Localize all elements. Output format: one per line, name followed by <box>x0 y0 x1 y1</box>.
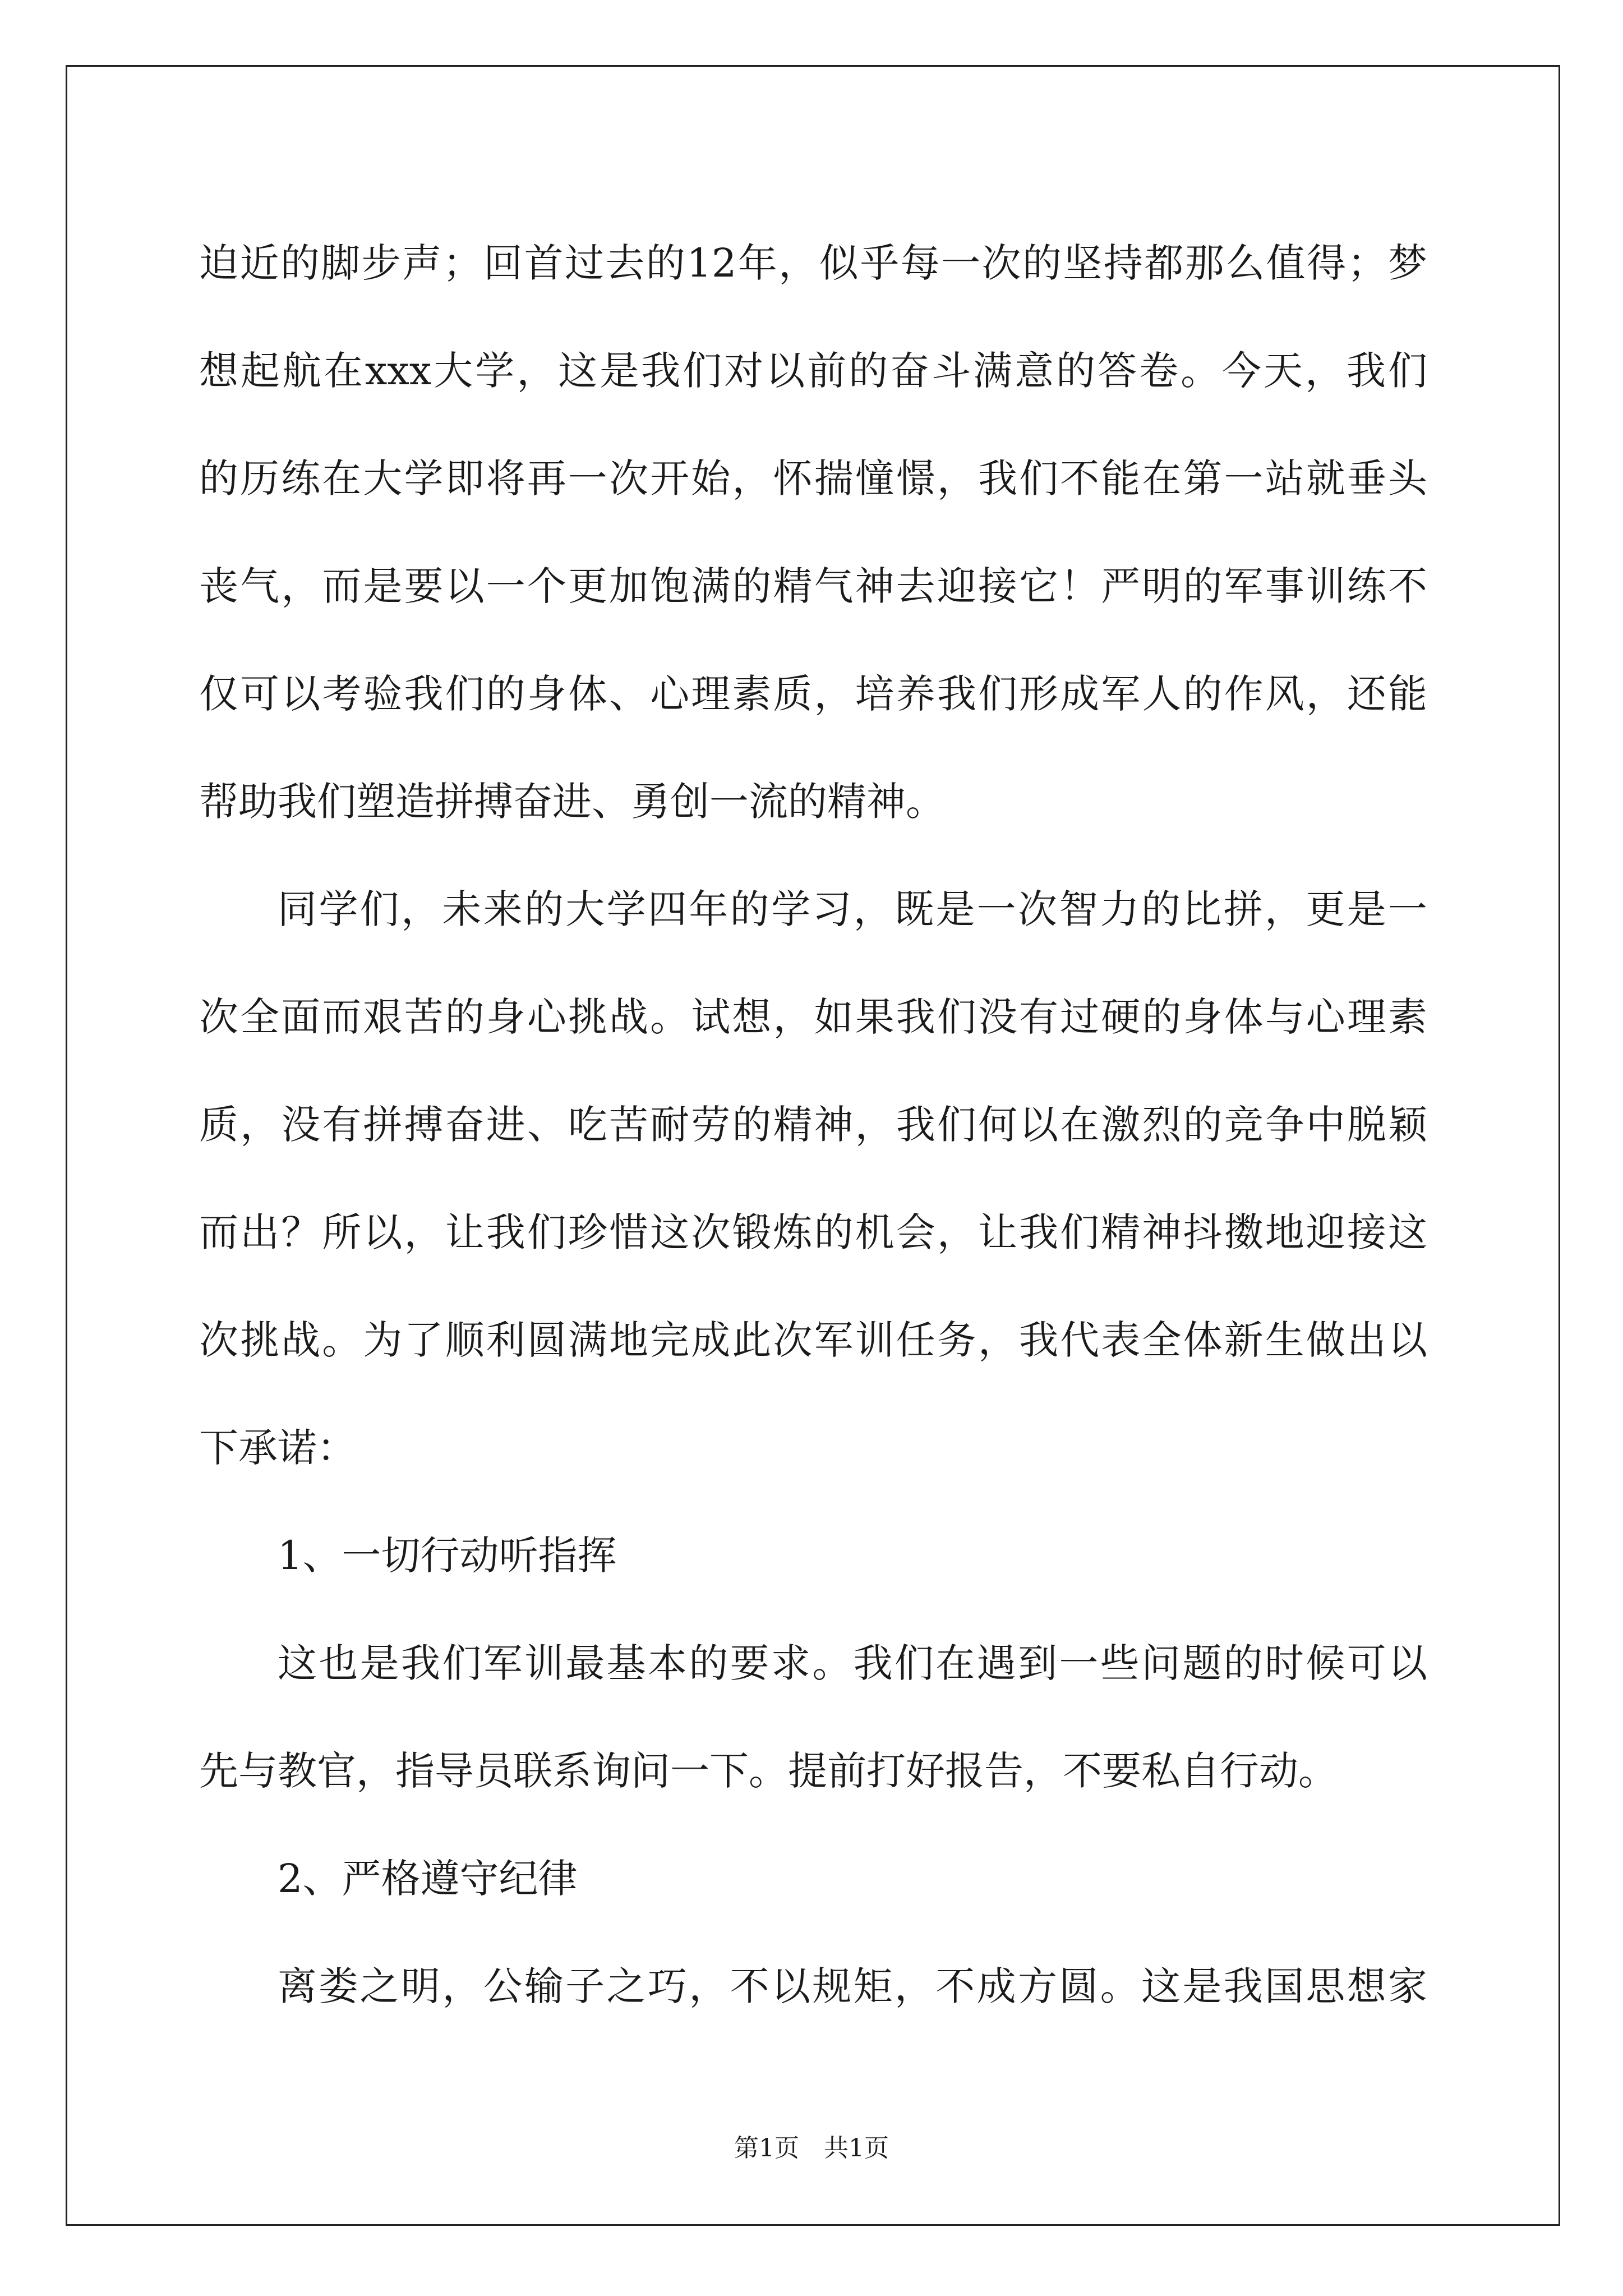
text-line-1: 迫近的脚步声；回首过去的12年，似乎每一次的坚持都那么值得；梦 <box>199 240 1427 286</box>
text-line-10: 而出？所以，让我们珍惜这次锻炼的机会，让我们精神抖擞地迎接这 <box>199 1209 1427 1255</box>
text-line-5: 仅可以考验我们的身体、心理素质，培养我们形成军人的作风，还能 <box>199 671 1427 717</box>
text-line-7: 同学们，未来的大学四年的学习，既是一次智力的比拼，更是一 <box>278 886 1427 932</box>
text-line-2: 想起航在xxx大学，这是我们对以前的奋斗满意的答卷。今天，我们 <box>199 348 1427 394</box>
document-body <box>199 209 1427 2040</box>
text-line-9: 质，没有拼搏奋进、吃苦耐劳的精神，我们何以在激烈的竞争中脱颖 <box>199 1102 1427 1148</box>
list-heading-2: 2、严格遵守纪律 <box>278 1856 578 1902</box>
text-line-12: 下承诺： <box>199 1425 356 1471</box>
text-line-15: 先与教官，指导员联系询问一下。提前打好报告，不要私自行动。 <box>199 1748 1338 1794</box>
text-line-6: 帮助我们塑造拼搏奋进、勇创一流的精神。 <box>199 779 945 825</box>
page-footer <box>0 2132 1623 2165</box>
text-line-3: 的历练在大学即将再一次开始，怀揣憧憬，我们不能在第一站就垂头 <box>199 455 1427 501</box>
text-line-4: 丧气，而是要以一个更加饱满的精气神去迎接它！严明的军事训练不 <box>199 563 1427 609</box>
page-number: 第1页 <box>734 2134 799 2162</box>
list-heading-1: 1、一切行动听指挥 <box>278 1533 617 1579</box>
page-total: 共1页 <box>824 2134 889 2162</box>
text-line-14: 这也是我们军训最基本的要求。我们在遇到一些问题的时候可以 <box>278 1640 1427 1686</box>
text-line-11: 次挑战。为了顺利圆满地完成此次军训任务，我代表全体新生做出以 <box>199 1317 1427 1363</box>
text-line-8: 次全面而艰苦的身心挑战。试想，如果我们没有过硬的身体与心理素 <box>199 994 1427 1040</box>
text-line-17: 离娄之明，公输子之巧，不以规矩，不成方圆。这是我国思想家 <box>278 1963 1427 2009</box>
